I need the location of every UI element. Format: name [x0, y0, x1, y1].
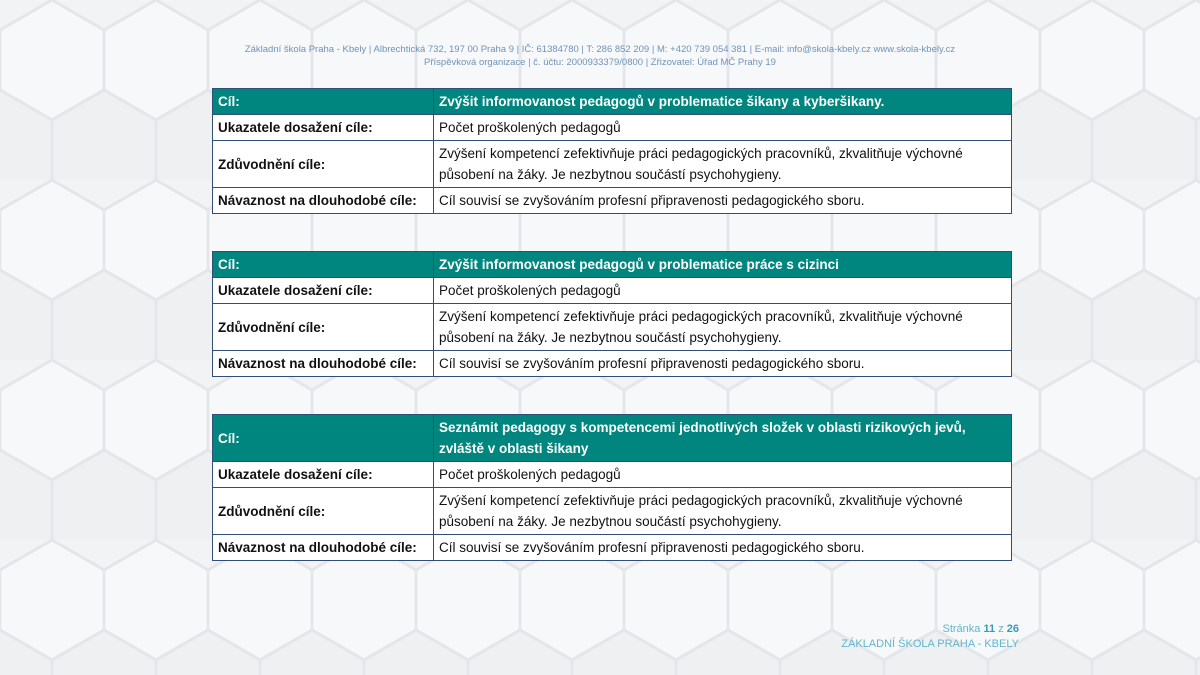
goal-table-3: [212, 414, 1012, 561]
indicators-label: Ukazatele dosažení cíle:: [213, 462, 434, 488]
indicators-row: [213, 115, 1012, 141]
justification-label: Zdůvodnění cíle:: [213, 488, 434, 535]
indicators-row: [213, 278, 1012, 304]
goal-row: [213, 415, 1012, 462]
justification-text: Zvýšení kompetencí zefektivňuje práci pedagogických pracovníků, zkvalitňuje výchovné působení na žáky. Je nezbytnou součástí psychohygieny.: [434, 304, 1012, 351]
goal-text: Zvýšit informovanost pedagogů v problematice šikany a kyberšikany.: [434, 89, 1012, 115]
page-number: [841, 622, 1019, 637]
continuity-row: [213, 351, 1012, 377]
letterhead: [0, 43, 1200, 69]
justification-row: [213, 141, 1012, 188]
footer-school-name: ZÁKLADNÍ ŠKOLA PRAHA - KBELY: [841, 638, 1019, 650]
indicators-text: Počet proškolených pedagogů: [434, 462, 1012, 488]
goal-table-1: [212, 88, 1012, 214]
goal-table-2: [212, 251, 1012, 377]
letterhead-line-2: Příspěvková organizace | č. účtu: 2000933379/0800 | Zřizovatel: Úřad MČ Prahy 19: [424, 57, 776, 68]
justification-label: Zdůvodnění cíle:: [213, 141, 434, 188]
indicators-text: Počet proškolených pedagogů: [434, 115, 1012, 141]
indicators-text: Počet proškolených pedagogů: [434, 278, 1012, 304]
page-total: 26: [1006, 623, 1019, 635]
goal-label: Cíl:: [213, 89, 434, 115]
continuity-row: [213, 188, 1012, 214]
page-current: 11: [983, 623, 996, 635]
letterhead-line-1: Základní škola Praha - Kbely | Albrechtická 732, 197 00 Praha 9 | IČ: 61384780 | T: 286 852 209 | M: +420 739 054 381 | E-mail: info@skola-kbely.cz www.skola-kbely.cz: [244, 44, 956, 55]
continuity-text: Cíl souvisí se zvyšováním profesní připravenosti pedagogického sboru.: [434, 351, 1012, 377]
indicators-row: [213, 462, 1012, 488]
justification-row: [213, 304, 1012, 351]
goal-row: [213, 89, 1012, 115]
goal-text: Seznámit pedagogy s kompetencemi jednotlivých složek v oblasti rizikových jevů, zvláště v oblasti šikany: [434, 415, 1012, 462]
indicators-label: Ukazatele dosažení cíle:: [213, 115, 434, 141]
page-footer: [841, 622, 1019, 652]
justification-label: Zdůvodnění cíle:: [213, 304, 434, 351]
goal-text: Zvýšit informovanost pedagogů v problematice práce s cizinci: [434, 252, 1012, 278]
goal-row: [213, 252, 1012, 278]
justification-text: Zvýšení kompetencí zefektivňuje práci pedagogických pracovníků, zkvalitňuje výchovné působení na žáky. Je nezbytnou součástí psychohygieny.: [434, 488, 1012, 535]
continuity-text: Cíl souvisí se zvyšováním profesní připravenosti pedagogického sboru.: [434, 535, 1012, 561]
goal-label: Cíl:: [213, 252, 434, 278]
indicators-label: Ukazatele dosažení cíle:: [213, 278, 434, 304]
continuity-label: Návaznost na dlouhodobé cíle:: [213, 351, 434, 377]
continuity-label: Návaznost na dlouhodobé cíle:: [213, 535, 434, 561]
justification-text: Zvýšení kompetencí zefektivňuje práci pedagogických pracovníků, zkvalitňuje výchovné působení na žáky. Je nezbytnou součástí psychohygieny.: [434, 141, 1012, 188]
justification-row: [213, 488, 1012, 535]
continuity-label: Návaznost na dlouhodobé cíle:: [213, 188, 434, 214]
continuity-row: [213, 535, 1012, 561]
goal-label: Cíl:: [213, 415, 434, 462]
page-word: Stránka: [942, 623, 981, 635]
page-of: z: [998, 623, 1004, 635]
continuity-text: Cíl souvisí se zvyšováním profesní připravenosti pedagogického sboru.: [434, 188, 1012, 214]
